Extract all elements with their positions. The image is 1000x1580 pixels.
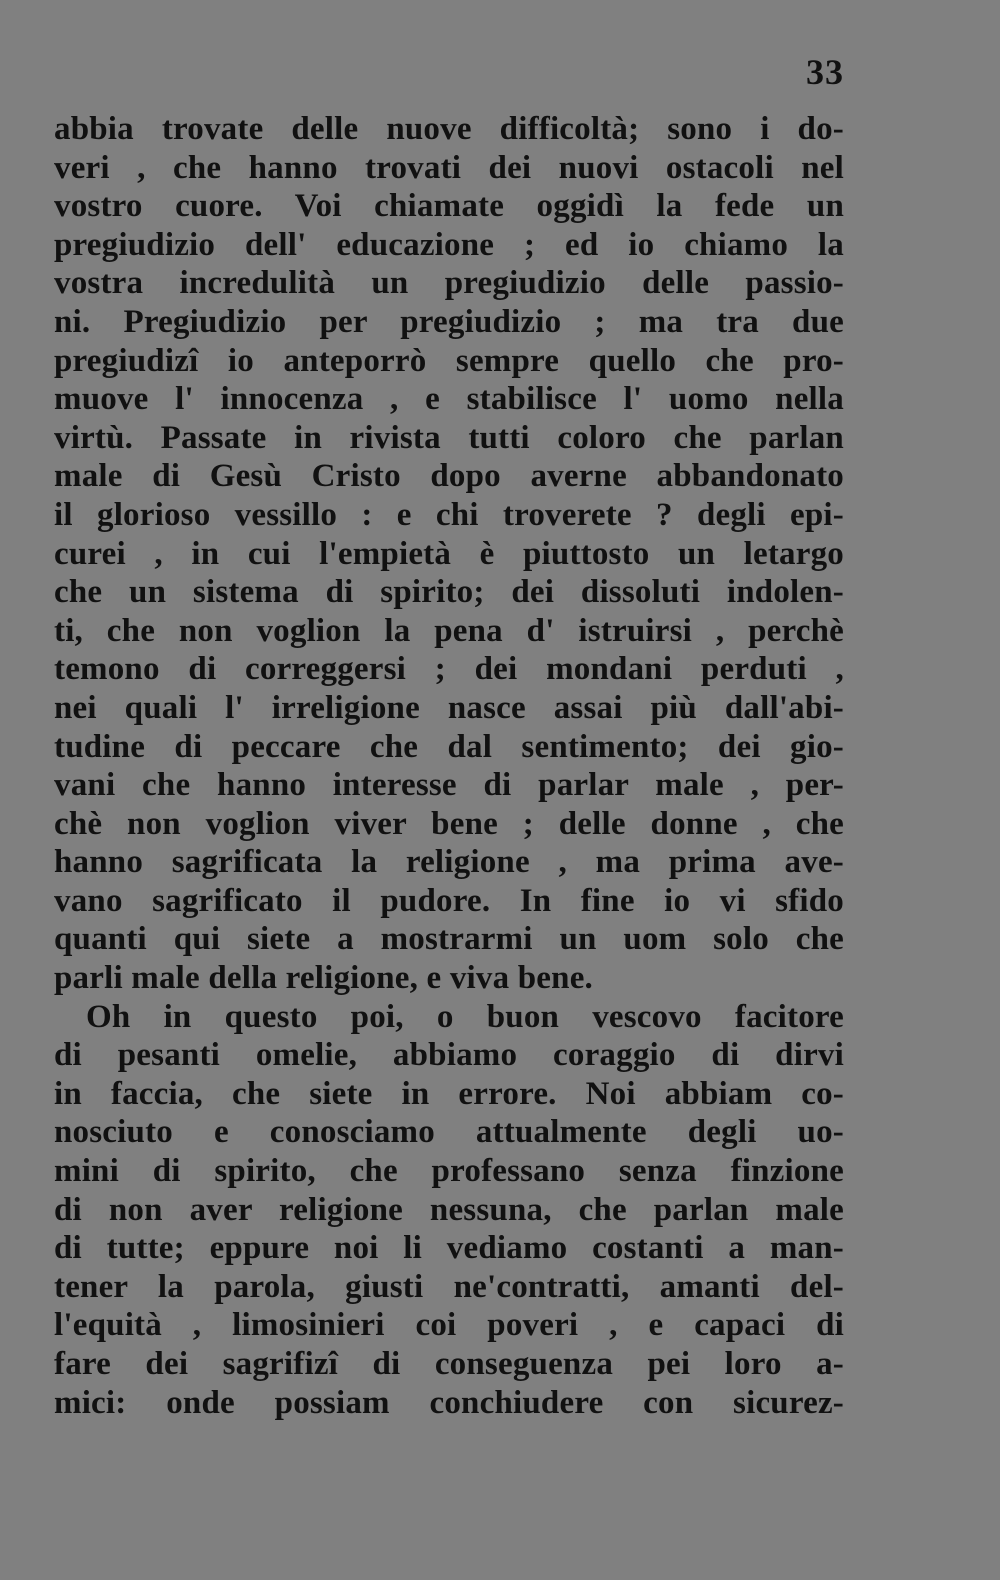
text-line: di tutte; eppure noi li vediamo costanti a man- <box>54 1230 844 1267</box>
text-line: abbia trovate delle nuove difficoltà; sono i do- <box>54 111 844 147</box>
text-line: pregiudizio dell' educazione ; ed io chiamo la <box>54 226 844 263</box>
text-line: temono di correggersi ; dei mondani perduti , <box>54 651 844 688</box>
text-line: tudine di peccare che dal sentimento; dei gio- <box>54 728 844 765</box>
text-line: veri , che hanno trovati dei nuovi ostacoli nel <box>54 149 844 186</box>
text-line: hanno sagrificata la religione , ma prima ave- <box>54 844 844 881</box>
page-number: 33 <box>806 52 844 92</box>
text-line: in faccia, che siete in errore. Noi abbiam co- <box>54 1075 844 1112</box>
text-line: pregiudizî io anteporrò sempre quello che pro- <box>54 342 844 379</box>
text-line: il glorioso vessillo : e chi troverete ? degli epi- <box>54 496 844 533</box>
text-line: parli male della religione, e viva bene. <box>54 960 593 997</box>
text-line: virtù. Passate in rivista tutti coloro che parlan <box>54 419 844 456</box>
text-line: di pesanti omelie, abbiamo coraggio di dirvi <box>54 1037 844 1074</box>
body-text <box>54 110 844 1422</box>
text-line: nosciuto e conosciamo attualmente degli uo- <box>54 1114 844 1151</box>
text-line: di non aver religione nessuna, che parlan male <box>54 1191 844 1228</box>
text-line: ni. Pregiudizio per pregiudizio ; ma tra due <box>54 303 844 340</box>
text-line: chè non voglion viver bene ; delle donne , che <box>54 805 844 842</box>
text-line: vostra incredulità un pregiudizio delle passio- <box>54 265 844 302</box>
text-line: male di Gesù Cristo dopo averne abbandonato <box>54 458 844 495</box>
paragraph-1 <box>54 110 844 998</box>
text-line: curei , in cui l'empietà è piuttosto un letargo <box>54 535 844 572</box>
text-line: che un sistema di spirito; dei dissoluti indolen- <box>54 574 844 611</box>
text-line: fare dei sagrifizî di conseguenza pei loro a- <box>54 1346 844 1382</box>
text-line: quanti qui siete a mostrarmi un uom solo che <box>54 921 844 958</box>
text-line: nei quali l' irreligione nasce assai più dall'abi- <box>54 689 844 726</box>
text-line: vostro cuore. Voi chiamate oggidì la fede un <box>54 188 844 225</box>
text-line: tener la parola, giusti ne'contratti, amanti del- <box>54 1268 844 1305</box>
text-line: mici: onde possiam conchiudere con sicurez- <box>54 1384 844 1421</box>
text-line: ti, che non voglion la pena d' istruirsi , perchè <box>54 612 844 649</box>
text-line: l'equità , limosinieri coi poveri , e capaci di <box>54 1307 844 1344</box>
paragraph-2 <box>54 998 844 1423</box>
text-line: muove l' innocenza , e stabilisce l' uomo nella <box>54 381 844 418</box>
text-line: vano sagrificato il pudore. In fine io vi sfido <box>54 882 844 919</box>
text-line: Oh in questo poi, o buon vescovo facitore <box>86 998 844 1035</box>
text-line: mini di spirito, che professano senza finzione <box>54 1153 844 1190</box>
text-line: vani che hanno interesse di parlar male , per- <box>54 767 844 804</box>
